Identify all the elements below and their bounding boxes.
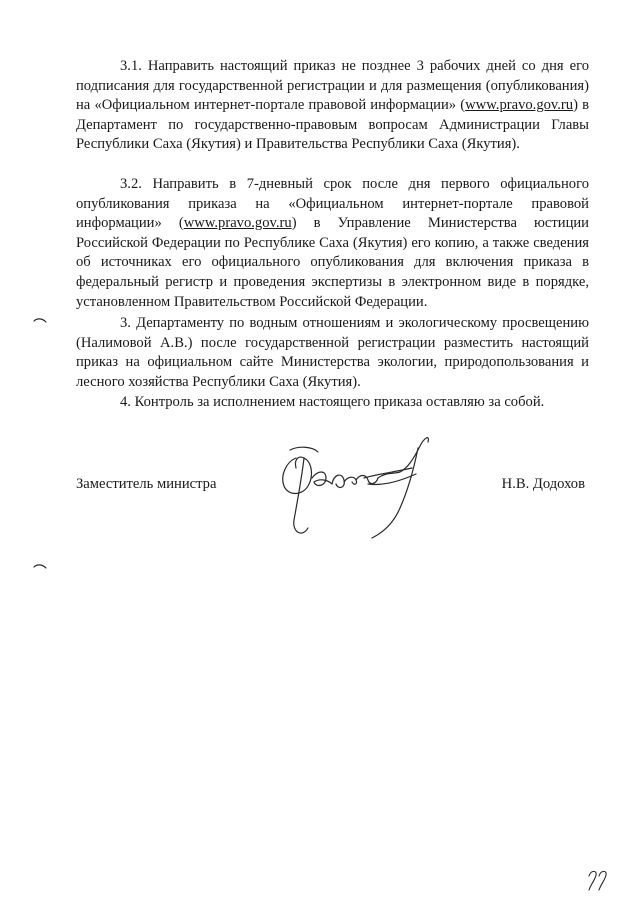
paragraph-3-1-text-start: 3.1. Направить настоящий приказ не позднее 3 рабочих дней со дня его подписания для государственной регистрации и для размещения (опубликования) на «Официальном интернет-портале правовой информации» (	[76, 58, 589, 114]
margin-mark-icon	[33, 563, 47, 569]
pravo-link[interactable]: www.pravo.gov.ru	[183, 215, 292, 232]
paragraph-3-2	[76, 175, 589, 312]
paragraph-3-1-text-end: ) в Департамент по государственно-правовым вопросам Администрации Главы Республики Саха (Якутия) и Правительства Республики Саха (Якутия).	[76, 97, 589, 153]
paragraph-4	[76, 393, 589, 413]
paragraph-3	[76, 314, 589, 392]
margin-mark-icon	[33, 317, 47, 323]
signer-position: Заместитель министра	[76, 476, 217, 492]
paragraph-3-text: 3. Департаменту по водным отношениям и экологическому просвещению (Налимовой А.В.) после государственной регистрации разместить настоящий приказ на официальном сайте Министерства экологии, природопользования и лесного хозяйства Республики Саха (Якутия).	[76, 315, 589, 390]
paragraph-3-1	[76, 57, 589, 155]
paragraph-3-2-text-end: ) в Управление Министерства юстиции Российской Федерации по Республике Саха (Якутия) его копию, а также сведения об источниках его официального опубликования для включения приказа в федеральный регистр и проведения экспертизы в электронном виде в порядке, установленном Правительством Российской Федерации.	[76, 215, 589, 310]
pravo-link[interactable]: www.pravo.gov.ru	[465, 97, 574, 114]
handwritten-signature-icon	[268, 428, 443, 553]
paragraph-4-text: 4. Контроль за исполнением настоящего приказа оставляю за собой.	[120, 394, 545, 410]
paragraph-3-1-text	[76, 57, 589, 155]
handwritten-page-number-icon	[585, 866, 611, 892]
paragraph-3-2-text-start: 3.2. Направить в 7-дневный срок после дня первого официального опубликования приказа на «Официальном интернет-портале правовой информации» (	[76, 176, 589, 232]
signer-name: Н.В. Додохов	[501, 476, 585, 492]
paragraph-3-2-text	[76, 175, 589, 312]
